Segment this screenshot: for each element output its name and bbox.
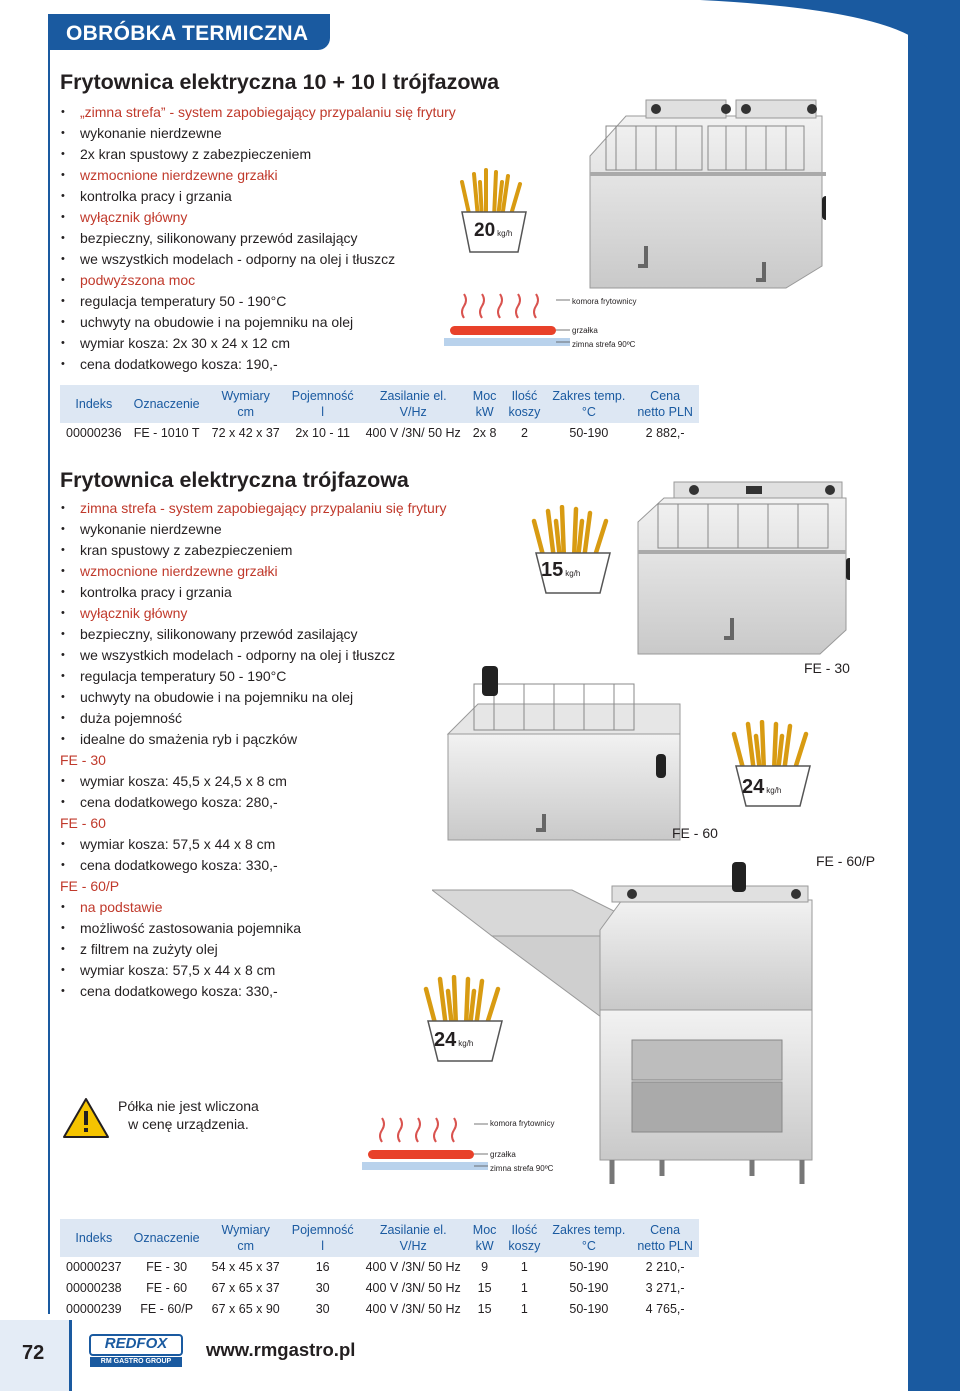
table-cell: 00000238	[66, 1281, 122, 1295]
diagram2-heater-label: grzałka	[490, 1150, 516, 1159]
section2-spec-table	[60, 1219, 699, 1320]
table-cell: 400 V /3N/ 50 Hz	[365, 1281, 461, 1295]
shelf-warning	[118, 1097, 259, 1133]
feature-item: • wykonanie nierdzewne	[60, 519, 446, 540]
table-header-cell: Moc kW	[467, 385, 503, 423]
badge-24a-value	[742, 776, 781, 799]
table-cell: 67 x 65 x 37	[211, 1281, 280, 1295]
table-cell: FE - 60	[146, 1281, 188, 1295]
feature-item: • „zimna strefa” - system zapobiegający przypalaniu się frytury	[60, 102, 456, 123]
table-row	[60, 1299, 699, 1320]
heater-diagram-2	[362, 1116, 488, 1176]
page-number: 72	[22, 1342, 45, 1364]
table-cell: 50-190	[569, 1302, 609, 1316]
feature-item: • bezpieczny, silikonowany przewód zasilający	[60, 228, 456, 249]
table-cell: 00000239	[66, 1302, 122, 1316]
table-cell: 15	[477, 1281, 492, 1295]
feature-item: • wyłącznik główny	[60, 207, 456, 228]
table-cell: FE - 60/P	[140, 1302, 194, 1316]
table-header-cell: Oznaczenie	[128, 385, 206, 423]
feature-item: • możliwość zastosowania pojemnika	[60, 918, 446, 939]
table-header-cell: Pojemność l	[286, 1219, 360, 1257]
top-right-swoosh	[700, 0, 960, 52]
logo-name: REDFOX	[104, 1335, 168, 1352]
diagram1-heater-label: grzałka	[572, 326, 598, 335]
table-row	[60, 1257, 699, 1278]
feature-item: • uchwyty na obudowie i na pojemniku na olej	[60, 687, 446, 708]
table-header-cell: Cena netto PLN	[631, 1219, 699, 1257]
badge-20-unit: kg/h	[497, 229, 513, 238]
feature-item: • na podstawie	[60, 897, 446, 918]
feature-item: • regulacja temperatury 50 - 190°C	[60, 666, 446, 687]
diagram1-chamber-label: komora frytownicy	[572, 297, 637, 306]
diagram2-cold-zone-label: zimna strefa 90ºC	[490, 1164, 554, 1173]
table-cell: 15	[477, 1302, 492, 1316]
warning-icon	[62, 1097, 110, 1139]
table-cell: 50-190	[569, 426, 609, 440]
feature-item: • podwyższona moc	[60, 270, 456, 291]
feature-item: • we wszystkich modelach - odporny na olej i tłuszcz	[60, 645, 446, 666]
table-cell: 50-190	[569, 1260, 609, 1274]
feature-item: • we wszystkich modelach - odporny na olej i tłuszcz	[60, 249, 456, 270]
table-cell: 4 765,-	[645, 1302, 685, 1316]
table-header-cell: Indeks	[60, 385, 128, 423]
table-cell: 400 V /3N/ 50 Hz	[365, 426, 461, 440]
feature-item: • kran spustowy z zabezpieczeniem	[60, 540, 446, 561]
table-header-cell: Indeks	[60, 1219, 128, 1257]
badge-24b-number: 24	[434, 1029, 457, 1051]
table-cell: 67 x 65 x 90	[211, 1302, 280, 1316]
feature-item: • wymiar kosza: 2x 30 x 24 x 12 cm	[60, 333, 456, 354]
feature-item: • wykonanie nierdzewne	[60, 123, 456, 144]
table-cell: 54 x 45 x 37	[211, 1260, 280, 1274]
feature-item: • wymiar kosza: 45,5 x 24,5 x 8 cm	[60, 771, 446, 792]
badge-24a-number: 24	[742, 776, 765, 798]
table-header-cell: Zakres temp. °C	[546, 385, 631, 423]
feature-item: • regulacja temperatury 50 - 190°C	[60, 291, 456, 312]
table-cell: 1	[520, 1302, 528, 1316]
feature-item: • duża pojemność	[60, 708, 446, 729]
feature-item: • zimna strefa - system zapobiegający przypalaniu się frytury	[60, 498, 446, 519]
left-rule	[48, 14, 50, 1314]
shelf-warning-line1: Półka nie jest wliczona	[118, 1098, 259, 1114]
table-header-cell: Moc kW	[467, 1219, 503, 1257]
table-cell: 00000237	[66, 1260, 122, 1274]
table-cell: 3 271,-	[645, 1281, 685, 1295]
table-cell: 2	[520, 426, 528, 440]
table-cell: 9	[481, 1260, 489, 1274]
table-header-cell: Ilość koszy	[502, 1219, 546, 1257]
category-title: OBRÓBKA TERMICZNA	[66, 22, 309, 45]
category-header	[48, 14, 330, 50]
table-cell: 400 V /3N/ 50 Hz	[365, 1302, 461, 1316]
feature-item: • z filtrem na zużyty olej	[60, 939, 446, 960]
feature-item: • wyłącznik główny	[60, 603, 446, 624]
model-subheading: FE - 60	[60, 815, 106, 831]
section1-title: Frytownica elektryczna 10 + 10 l trójfazowa	[60, 70, 500, 94]
table-cell: 16	[315, 1260, 330, 1274]
double-fryer-photo	[586, 96, 826, 292]
table-cell: 2x 10 - 11	[295, 426, 350, 440]
fe60-label: FE - 60	[672, 825, 718, 841]
table-header-cell: Zasilanie el. V/Hz	[360, 385, 467, 423]
feature-item: • cena dodatkowego kosza: 330,-	[60, 981, 446, 1002]
table-cell: 2 882,-	[645, 426, 685, 440]
badge-24a-unit: kg/h	[766, 786, 782, 795]
badge-15-value	[541, 559, 580, 582]
section1-spec-table	[60, 385, 699, 444]
table-cell: 2x 8	[472, 426, 497, 440]
table-header-cell: Oznaczenie	[128, 1219, 206, 1257]
table-header-cell: Wymiary cm	[206, 385, 286, 423]
badge-15-unit: kg/h	[565, 569, 581, 578]
table-cell: 1	[520, 1281, 528, 1295]
table-cell: 50-190	[569, 1281, 609, 1295]
feature-item: • cena dodatkowego kosza: 190,-	[60, 354, 456, 375]
table-cell: 00000236	[66, 426, 122, 440]
feature-item: • bezpieczny, silikonowany przewód zasilający	[60, 624, 446, 645]
model-subheading: FE - 30	[60, 752, 106, 768]
model-subheading: FE - 60/P	[60, 878, 120, 894]
badge-24b-value	[434, 1029, 473, 1052]
table-header-cell: Ilość koszy	[502, 385, 546, 423]
table-header-cell: Cena netto PLN	[631, 385, 699, 423]
table-cell: FE - 30	[146, 1260, 188, 1274]
table-header-cell: Zakres temp. °C	[546, 1219, 631, 1257]
table-cell: 2 210,-	[645, 1260, 685, 1274]
table-header-cell: Zasilanie el. V/Hz	[360, 1219, 467, 1257]
table-cell: 30	[315, 1302, 330, 1316]
fe30-fryer-photo	[634, 478, 850, 658]
diagram2-chamber-label: komora frytownicy	[490, 1119, 555, 1128]
right-brand-band	[908, 0, 960, 1391]
table-row	[60, 423, 699, 444]
logo-sub: RM GASTRO GROUP	[100, 1358, 172, 1365]
feature-item: • wymiar kosza: 57,5 x 44 x 8 cm	[60, 960, 446, 981]
section2-feature-list	[60, 498, 446, 1002]
feature-item: • kontrolka pracy i grzania	[60, 186, 456, 207]
fe60p-label: FE - 60/P	[816, 853, 876, 869]
badge-24b-unit: kg/h	[458, 1039, 474, 1048]
badge-15-number: 15	[541, 559, 564, 581]
table-cell: 30	[315, 1281, 330, 1295]
section2-title: Frytownica elektryczna trójfazowa	[60, 468, 409, 492]
feature-item: • wymiar kosza: 57,5 x 44 x 8 cm	[60, 834, 446, 855]
feature-item: • 2x kran spustowy z zabezpieczeniem	[60, 144, 456, 165]
feature-item: • wzmocnione nierdzewne grzałki	[60, 165, 456, 186]
feature-item: • idealne do smażenia ryb i pączków	[60, 729, 446, 750]
table-cell: 1	[520, 1260, 528, 1274]
table-header-cell: Wymiary cm	[206, 1219, 286, 1257]
table-cell: 72 x 42 x 37	[211, 426, 280, 440]
table-cell: FE - 1010 T	[133, 426, 200, 440]
badge-20-number: 20	[474, 220, 496, 241]
shelf-warning-line2: w cenę urządzenia.	[128, 1116, 249, 1132]
badge-20-value	[474, 220, 512, 242]
feature-item: • cena dodatkowego kosza: 330,-	[60, 855, 446, 876]
feature-item: • cena dodatkowego kosza: 280,-	[60, 792, 446, 813]
diagram1-cold-zone-label: zimna strefa 90ºC	[572, 340, 636, 349]
feature-item: • wzmocnione nierdzewne grzałki	[60, 561, 446, 582]
table-cell: 400 V /3N/ 50 Hz	[365, 1260, 461, 1274]
website-link[interactable]: www.rmgastro.pl	[206, 1339, 356, 1360]
fe30-label: FE - 30	[804, 660, 850, 676]
fe60-fryer-photo	[444, 664, 684, 844]
table-row	[60, 1278, 699, 1299]
section1-feature-list	[60, 102, 456, 375]
table-header-cell: Pojemność l	[286, 385, 360, 423]
feature-item: • kontrolka pracy i grzania	[60, 582, 446, 603]
page-number-tab	[0, 1320, 72, 1391]
heater-diagram-1	[444, 292, 570, 352]
feature-item: • uchwyty na obudowie i na pojemniku na olej	[60, 312, 456, 333]
